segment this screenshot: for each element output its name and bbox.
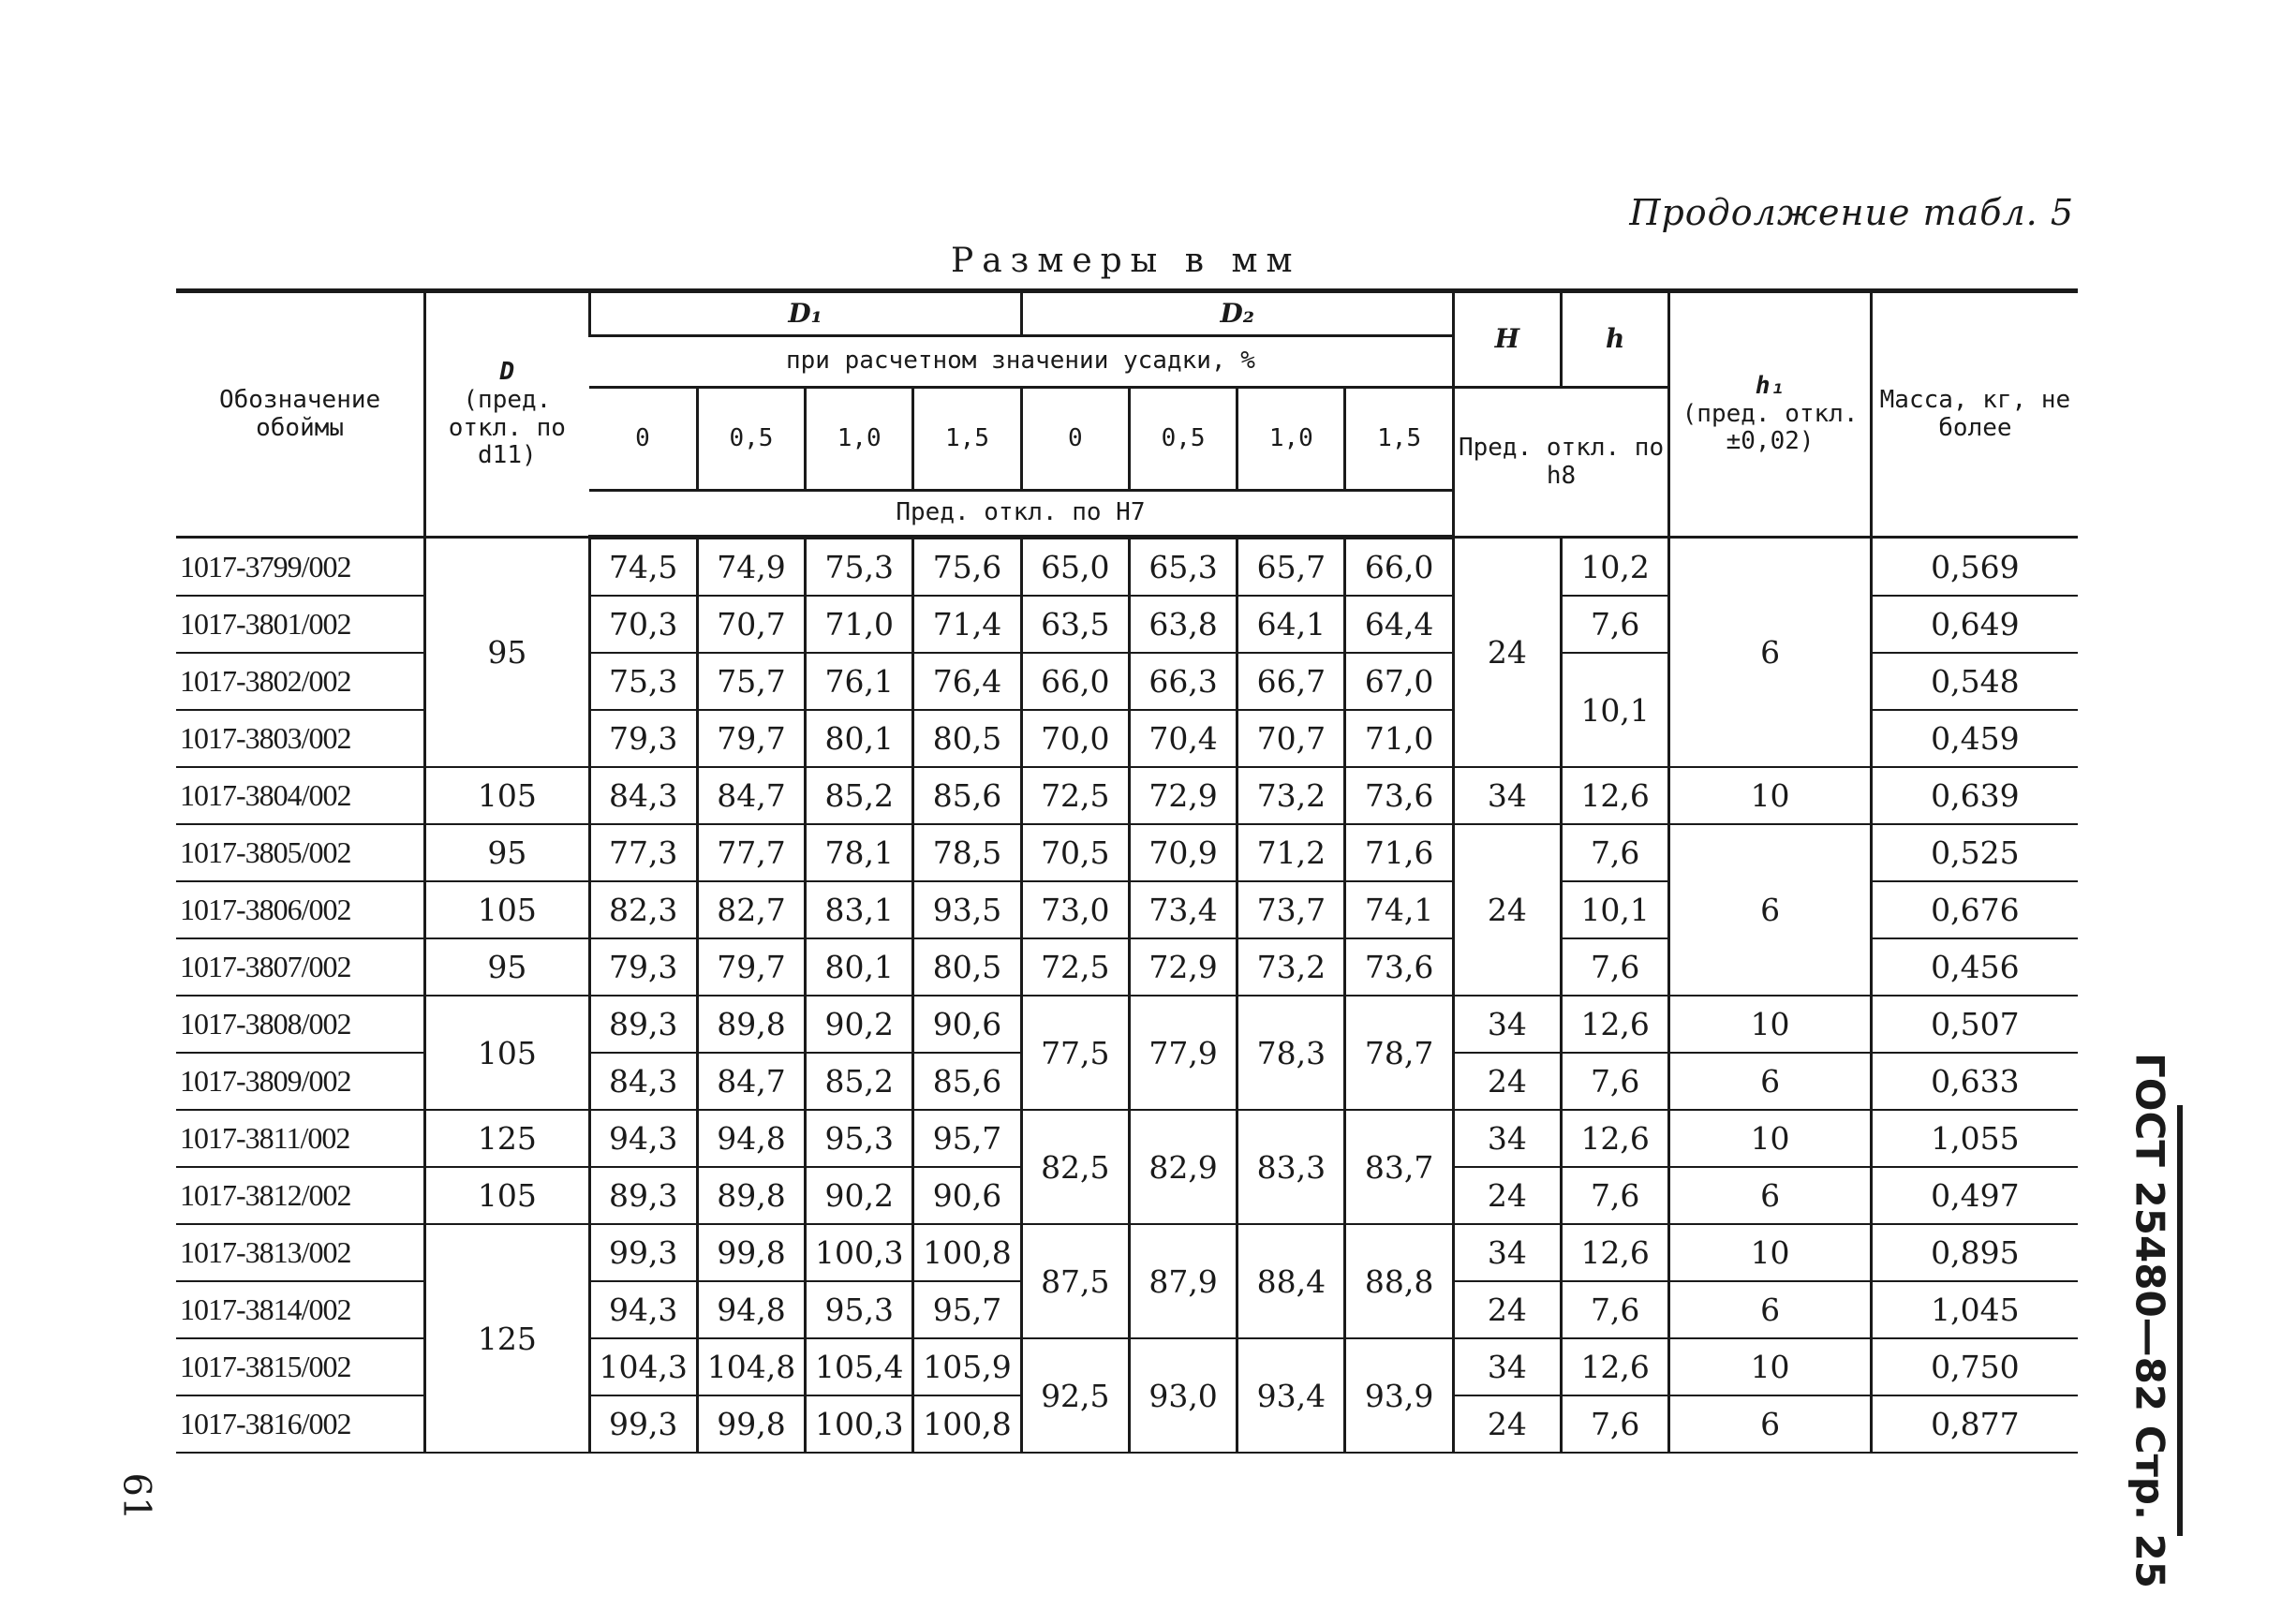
cell-D2: 87,9	[1129, 1224, 1237, 1338]
cell-D1: 85,2	[806, 767, 913, 824]
cell-D: 125	[425, 1110, 589, 1167]
cell-D1: 84,3	[589, 1053, 697, 1110]
cell-D1: 104,8	[697, 1338, 805, 1395]
header-h: h	[1562, 291, 1669, 388]
cell-mass: 0,507	[1871, 996, 2078, 1053]
dimensions-table	[176, 288, 2078, 1454]
cell-D: 105	[425, 881, 589, 938]
cell-D1: 99,3	[589, 1395, 697, 1453]
cell-D1: 89,8	[697, 996, 805, 1053]
cell-D1: 94,8	[697, 1110, 805, 1167]
cell-D2: 72,9	[1129, 767, 1237, 824]
cell-designation: 1017-3809/002	[176, 1053, 425, 1110]
cell-D2: 93,9	[1345, 1338, 1453, 1453]
header-shrinkage: при расчетном значении усадки, %	[589, 336, 1453, 388]
cell-D1: 76,4	[913, 653, 1021, 710]
cell-D2: 66,0	[1021, 653, 1129, 710]
cell-D: 95	[425, 824, 589, 881]
cell-H: 24	[1453, 1395, 1561, 1453]
header-h1-note: (пред. откл. ±0,02)	[1682, 399, 1859, 456]
cell-designation: 1017-3814/002	[176, 1281, 425, 1338]
header-D2: D₂	[1021, 291, 1453, 336]
cell-designation: 1017-3812/002	[176, 1167, 425, 1224]
cell-D2: 88,8	[1345, 1224, 1453, 1338]
cell-h: 7,6	[1562, 1281, 1669, 1338]
cell-D1: 80,5	[913, 710, 1021, 767]
cell-H: 34	[1453, 767, 1561, 824]
cell-D1: 85,6	[913, 767, 1021, 824]
cell-D1: 89,3	[589, 1167, 697, 1224]
cell-D1: 78,1	[806, 824, 913, 881]
cell-D1: 100,3	[806, 1395, 913, 1453]
table-row	[176, 996, 2078, 1053]
cell-D2: 66,7	[1237, 653, 1345, 710]
units-caption: Размеры в мм	[951, 242, 1301, 280]
cell-D1: 80,5	[913, 938, 1021, 996]
cell-D2: 73,2	[1237, 767, 1345, 824]
cell-designation: 1017-3815/002	[176, 1338, 425, 1395]
cell-D1: 70,3	[589, 596, 697, 653]
cell-h: 10,1	[1562, 881, 1669, 938]
cell-D1: 95,7	[913, 1281, 1021, 1338]
cell-D2: 73,6	[1345, 938, 1453, 996]
cell-D1: 95,7	[913, 1110, 1021, 1167]
cell-D2: 73,7	[1237, 881, 1345, 938]
cell-D2: 71,6	[1345, 824, 1453, 881]
cell-D1: 79,3	[589, 710, 697, 767]
cell-D2: 63,5	[1021, 596, 1129, 653]
cell-D1: 93,5	[913, 881, 1021, 938]
header-h1	[1669, 291, 1872, 538]
cell-h: 12,6	[1562, 1338, 1669, 1395]
cell-D1: 75,6	[913, 538, 1021, 597]
cell-mass: 0,750	[1871, 1338, 2078, 1395]
cell-D1: 82,7	[697, 881, 805, 938]
cell-D1: 100,8	[913, 1395, 1021, 1453]
cell-h: 12,6	[1562, 996, 1669, 1053]
cell-D1: 90,2	[806, 996, 913, 1053]
standard-reference: ГОСТ 25480—82 Стр. 25	[2126, 1052, 2173, 1589]
cell-D2: 67,0	[1345, 653, 1453, 710]
table-row	[176, 767, 2078, 824]
cell-D1: 77,3	[589, 824, 697, 881]
cell-h: 7,6	[1562, 1053, 1669, 1110]
cell-D1: 99,8	[697, 1224, 805, 1281]
cell-D1: 94,3	[589, 1110, 697, 1167]
cell-D1: 104,3	[589, 1338, 697, 1395]
header-mass: Масса, кг, не более	[1871, 291, 2078, 538]
cell-mass: 0,548	[1871, 653, 2078, 710]
table-row	[176, 538, 2078, 597]
cell-h: 12,6	[1562, 767, 1669, 824]
cell-D1: 89,8	[697, 1167, 805, 1224]
cell-mass: 1,045	[1871, 1281, 2078, 1338]
cell-D2: 70,7	[1237, 710, 1345, 767]
table-body	[176, 538, 2078, 1454]
cell-designation: 1017-3811/002	[176, 1110, 425, 1167]
shrink-D2-10: 1,0	[1237, 388, 1345, 491]
cell-D1: 84,7	[697, 767, 805, 824]
cell-D1: 79,7	[697, 710, 805, 767]
cell-mass: 0,895	[1871, 1224, 2078, 1281]
cell-D1: 85,2	[806, 1053, 913, 1110]
cell-h1: 6	[1669, 1167, 1872, 1224]
cell-D1: 84,3	[589, 767, 697, 824]
cell-D1: 75,3	[806, 538, 913, 597]
header-D-symbol: D	[499, 357, 515, 386]
cell-D2: 73,4	[1129, 881, 1237, 938]
table-row	[176, 1110, 2078, 1167]
cell-D2: 65,7	[1237, 538, 1345, 597]
cell-mass: 0,649	[1871, 596, 2078, 653]
cell-D2: 77,5	[1021, 996, 1129, 1110]
cell-H: 24	[1453, 1053, 1561, 1110]
cell-h1: 6	[1669, 824, 1872, 996]
cell-mass: 0,639	[1871, 767, 2078, 824]
cell-H: 34	[1453, 1110, 1561, 1167]
cell-D1: 71,0	[806, 596, 913, 653]
cell-D2: 70,5	[1021, 824, 1129, 881]
cell-D2: 73,0	[1021, 881, 1129, 938]
table-row	[176, 824, 2078, 881]
cell-H: 24	[1453, 824, 1561, 996]
cell-D2: 64,4	[1345, 596, 1453, 653]
header-H: H	[1453, 291, 1561, 388]
shrink-D1-05: 0,5	[697, 388, 805, 491]
cell-designation: 1017-3803/002	[176, 710, 425, 767]
cell-D1: 89,3	[589, 996, 697, 1053]
cell-designation: 1017-3806/002	[176, 881, 425, 938]
cell-D1: 95,3	[806, 1281, 913, 1338]
cell-mass: 1,055	[1871, 1110, 2078, 1167]
cell-D1: 74,5	[589, 538, 697, 597]
cell-D1: 99,3	[589, 1224, 697, 1281]
cell-designation: 1017-3802/002	[176, 653, 425, 710]
cell-D1: 70,7	[697, 596, 805, 653]
cell-H: 34	[1453, 996, 1561, 1053]
shrink-D2-0: 0	[1021, 388, 1129, 491]
cell-H: 24	[1453, 1281, 1561, 1338]
header-D	[425, 291, 589, 538]
cell-h1: 6	[1669, 1053, 1872, 1110]
cell-D1: 100,8	[913, 1224, 1021, 1281]
cell-D1: 75,3	[589, 653, 697, 710]
cell-D1: 77,7	[697, 824, 805, 881]
cell-D1: 99,8	[697, 1395, 805, 1453]
cell-D1: 105,9	[913, 1338, 1021, 1395]
cell-D2: 73,6	[1345, 767, 1453, 824]
cell-H: 24	[1453, 538, 1561, 768]
cell-D1: 74,9	[697, 538, 805, 597]
cell-D1: 100,3	[806, 1224, 913, 1281]
page-number: 61	[114, 1472, 158, 1521]
cell-D2: 70,4	[1129, 710, 1237, 767]
cell-D: 105	[425, 996, 589, 1110]
cell-D1: 105,4	[806, 1338, 913, 1395]
cell-D: 95	[425, 538, 589, 768]
cell-H: 34	[1453, 1224, 1561, 1281]
cell-h1: 10	[1669, 996, 1872, 1053]
cell-D2: 83,7	[1345, 1110, 1453, 1224]
cell-D1: 82,3	[589, 881, 697, 938]
cell-mass: 0,497	[1871, 1167, 2078, 1224]
cell-D1: 75,7	[697, 653, 805, 710]
cell-D1: 84,7	[697, 1053, 805, 1110]
cell-h1: 6	[1669, 1281, 1872, 1338]
cell-D2: 87,5	[1021, 1224, 1129, 1338]
cell-h1: 10	[1669, 1224, 1872, 1281]
cell-D1: 83,1	[806, 881, 913, 938]
cell-D2: 83,3	[1237, 1110, 1345, 1224]
cell-D1: 79,7	[697, 938, 805, 996]
header-h1-symbol: h₁	[1755, 371, 1786, 400]
cell-D1: 85,6	[913, 1053, 1021, 1110]
cell-designation: 1017-3804/002	[176, 767, 425, 824]
header-designation: Обозначение обоймы	[176, 291, 425, 538]
cell-D1: 80,1	[806, 938, 913, 996]
cell-designation: 1017-3805/002	[176, 824, 425, 881]
cell-D: 105	[425, 1167, 589, 1224]
cell-D2: 64,1	[1237, 596, 1345, 653]
cell-D2: 78,7	[1345, 996, 1453, 1110]
cell-D2: 73,2	[1237, 938, 1345, 996]
cell-designation: 1017-3808/002	[176, 996, 425, 1053]
cell-h1: 10	[1669, 1338, 1872, 1395]
shrink-D2-15: 1,5	[1345, 388, 1453, 491]
cell-D2: 70,0	[1021, 710, 1129, 767]
cell-D2: 93,0	[1129, 1338, 1237, 1453]
cell-h: 7,6	[1562, 938, 1669, 996]
header-tolerance-h8: Пред. откл. по h8	[1453, 388, 1669, 538]
header-D1: D₁	[589, 291, 1021, 336]
cell-D2: 78,3	[1237, 996, 1345, 1110]
cell-D1: 71,4	[913, 596, 1021, 653]
cell-D: 125	[425, 1224, 589, 1453]
cell-h: 12,6	[1562, 1110, 1669, 1167]
cell-D2: 63,8	[1129, 596, 1237, 653]
cell-D: 95	[425, 938, 589, 996]
cell-designation: 1017-3807/002	[176, 938, 425, 996]
cell-D: 105	[425, 767, 589, 824]
continuation-note: Продолжение табл. 5	[1629, 192, 2074, 233]
cell-D1: 78,5	[913, 824, 1021, 881]
cell-h1: 10	[1669, 1110, 1872, 1167]
cell-mass: 0,456	[1871, 938, 2078, 996]
cell-D2: 82,5	[1021, 1110, 1129, 1224]
cell-D2: 71,0	[1345, 710, 1453, 767]
header-tolerance-H7: Пред. откл. по Н7	[589, 491, 1453, 538]
cell-D2: 66,3	[1129, 653, 1237, 710]
cell-D2: 77,9	[1129, 996, 1237, 1110]
cell-h: 7,6	[1562, 1395, 1669, 1453]
shrink-D1-0: 0	[589, 388, 697, 491]
cell-mass: 0,633	[1871, 1053, 2078, 1110]
cell-D1: 76,1	[806, 653, 913, 710]
cell-designation: 1017-3813/002	[176, 1224, 425, 1281]
cell-mass: 0,877	[1871, 1395, 2078, 1453]
cell-D2: 72,5	[1021, 938, 1129, 996]
cell-h: 7,6	[1562, 824, 1669, 881]
cell-D2: 92,5	[1021, 1338, 1129, 1453]
cell-h: 7,6	[1562, 1167, 1669, 1224]
cell-D2: 65,3	[1129, 538, 1237, 597]
cell-mass: 0,525	[1871, 824, 2078, 881]
cell-D1: 79,3	[589, 938, 697, 996]
cell-mass: 0,569	[1871, 538, 2078, 597]
table-row	[176, 1224, 2078, 1281]
header-D-note: (пред. откл. по d11)	[448, 385, 566, 470]
cell-D1: 94,3	[589, 1281, 697, 1338]
cell-D1: 80,1	[806, 710, 913, 767]
cell-designation: 1017-3801/002	[176, 596, 425, 653]
cell-D2: 82,9	[1129, 1110, 1237, 1224]
shrink-D1-10: 1,0	[806, 388, 913, 491]
cell-D2: 70,9	[1129, 824, 1237, 881]
cell-D2: 72,9	[1129, 938, 1237, 996]
cell-h1: 6	[1669, 1395, 1872, 1453]
cell-D1: 95,3	[806, 1110, 913, 1167]
cell-D2: 72,5	[1021, 767, 1129, 824]
side-rule	[2177, 1105, 2183, 1536]
cell-D2: 71,2	[1237, 824, 1345, 881]
cell-D2: 65,0	[1021, 538, 1129, 597]
cell-h: 10,1	[1562, 653, 1669, 767]
shrink-D2-05: 0,5	[1129, 388, 1237, 491]
side-header	[2117, 1052, 2183, 1589]
cell-D2: 74,1	[1345, 881, 1453, 938]
cell-mass: 0,676	[1871, 881, 2078, 938]
cell-designation: 1017-3816/002	[176, 1395, 425, 1453]
cell-D1: 94,8	[697, 1281, 805, 1338]
cell-H: 24	[1453, 1167, 1561, 1224]
cell-h1: 6	[1669, 538, 1872, 768]
cell-D2: 66,0	[1345, 538, 1453, 597]
cell-h: 10,2	[1562, 538, 1669, 597]
cell-mass: 0,459	[1871, 710, 2078, 767]
cell-D1: 90,6	[913, 1167, 1021, 1224]
cell-H: 34	[1453, 1338, 1561, 1395]
cell-h: 7,6	[1562, 596, 1669, 653]
cell-D2: 93,4	[1237, 1338, 1345, 1453]
cell-h: 12,6	[1562, 1224, 1669, 1281]
cell-D1: 90,2	[806, 1167, 913, 1224]
cell-D2: 88,4	[1237, 1224, 1345, 1338]
cell-designation: 1017-3799/002	[176, 538, 425, 597]
shrink-D1-15: 1,5	[913, 388, 1021, 491]
cell-D1: 90,6	[913, 996, 1021, 1053]
cell-h1: 10	[1669, 767, 1872, 824]
